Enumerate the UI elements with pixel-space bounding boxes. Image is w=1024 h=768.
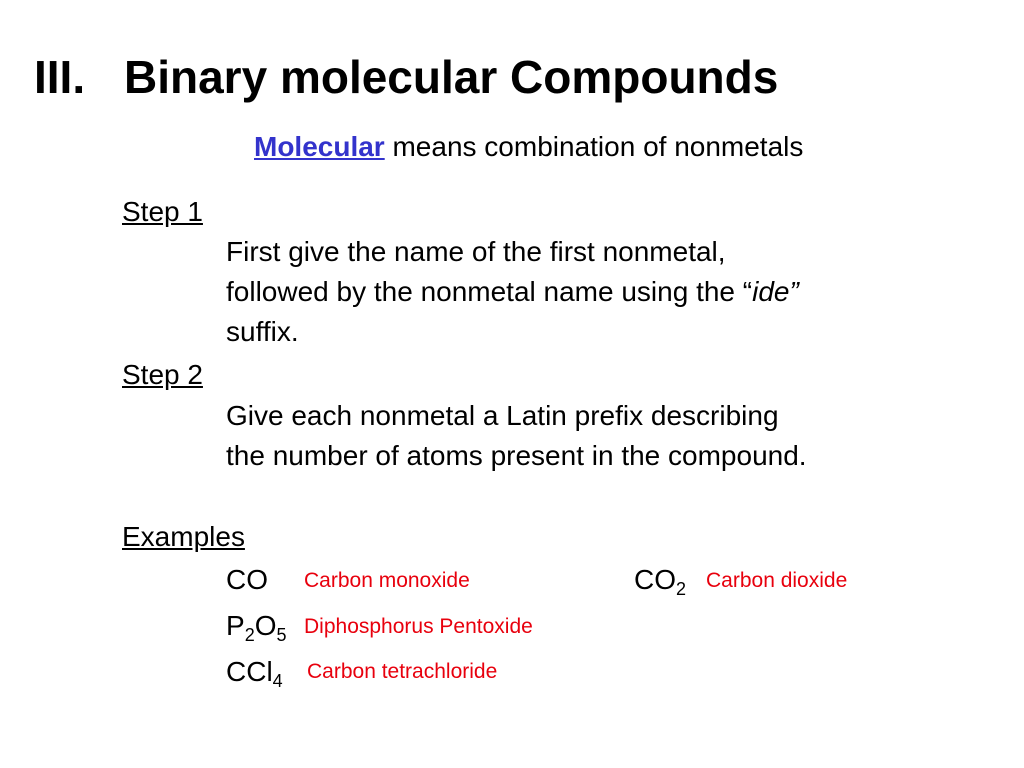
ide-suffix: ide” <box>752 276 799 307</box>
formula-part: O <box>254 610 277 641</box>
step2-line-1: Give each nonmetal a Latin prefix describing <box>226 400 779 431</box>
formula-subscript: 2 <box>676 579 687 600</box>
examples-heading: Examples <box>122 521 245 552</box>
formula-subscript: 4 <box>272 671 283 692</box>
example-ccl4-formula <box>226 652 283 692</box>
molecular-link[interactable]: Molecular <box>254 131 385 162</box>
definition-text: means combination of nonmetals <box>392 131 804 162</box>
step2-line-2: the number of atoms present in the compound. <box>226 440 807 471</box>
definition-line <box>254 129 803 165</box>
section-number: III. <box>34 51 86 103</box>
formula-subscript: 5 <box>276 625 287 646</box>
step1-line-3: suffix. <box>226 316 299 347</box>
step1-line-1: First give the name of the first nonmetal, <box>226 236 726 267</box>
example-co2-formula <box>634 560 686 600</box>
example-co-name: Carbon monoxide <box>304 569 470 592</box>
step1-line-2 <box>226 272 799 312</box>
example-co-formula <box>226 560 268 600</box>
formula-part: CO <box>226 564 268 595</box>
title-text: Binary molecular Compounds <box>124 51 779 103</box>
slide-title <box>34 50 778 104</box>
step1-heading: Step 1 <box>122 196 203 227</box>
step2-heading: Step 2 <box>122 359 203 390</box>
formula-subscript: 2 <box>244 625 255 646</box>
formula-part: P <box>226 610 245 641</box>
formula-part: CO <box>634 564 676 595</box>
example-ccl4-name: Carbon tetrachloride <box>307 660 498 683</box>
step1-line-2-text: followed by the nonmetal name using the “ <box>226 276 753 307</box>
example-p2o5-formula <box>226 606 287 646</box>
formula-part: CCl <box>226 656 273 687</box>
example-co2-name: Carbon dioxide <box>706 569 848 592</box>
example-p2o5-name: Diphosphorus Pentoxide <box>304 615 533 638</box>
